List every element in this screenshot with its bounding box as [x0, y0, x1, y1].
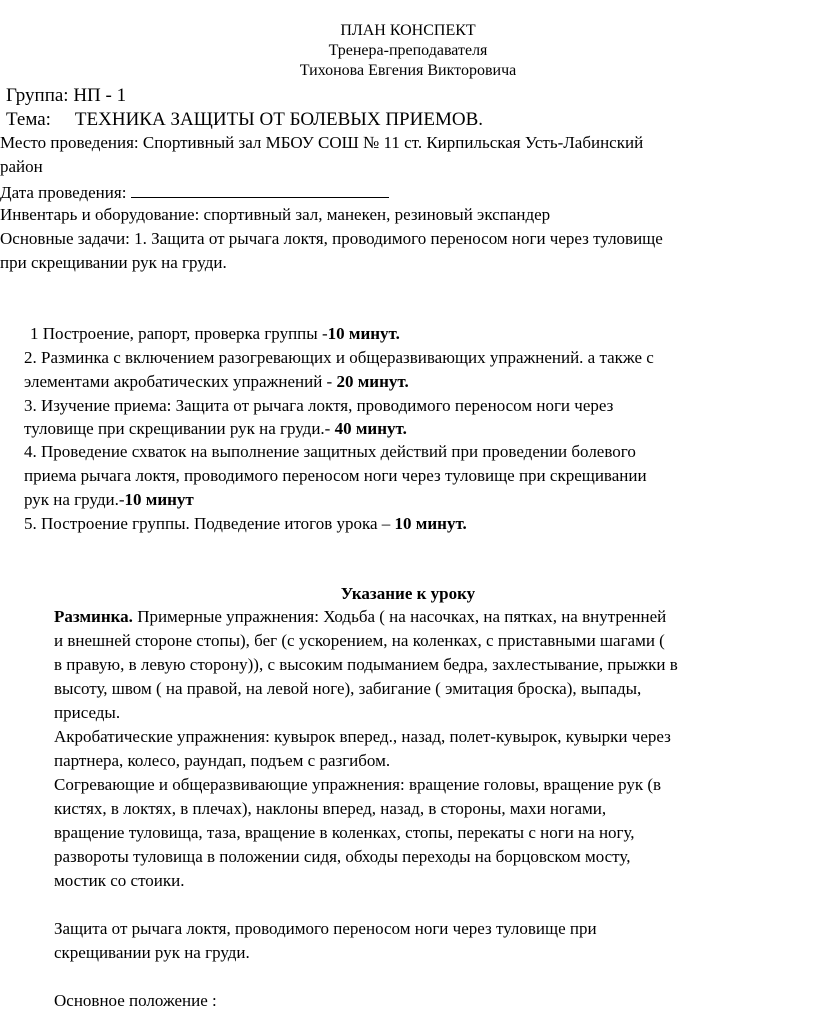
instructions-line-15: Основное положение : — [54, 991, 217, 1010]
plan-item-4-text: рук на груди.- — [24, 490, 125, 509]
plan-item-3-line-1: 3. Изучение приема: Защита от рычага локтя, проводимого переносом ноги через — [24, 396, 614, 415]
venue-line-1: Место проведения: Спортивный зал МБОУ СОШ № 11 ст. Кирпильская Усть-Лабинский — [0, 133, 644, 152]
tasks-line-2: при скрещивании рук на груди. — [0, 253, 227, 272]
plan-item-2-line-1: 2. Разминка с включением разогревающих и общеразвивающих упражнений. а также с — [24, 348, 654, 367]
instructions-line-10: вращение туловища, таза, вращение в коленках, стопы, перекаты с ноги на ногу, — [54, 823, 635, 842]
instructions-line-4: высоту, швом ( на правой, на левой ноге), забигание ( эмитация броска), выпады, — [54, 679, 642, 698]
plan-item-1-duration: 10 минут. — [327, 324, 400, 343]
warmup-text: Примерные упражнения: Ходьба ( на насочках, на пятках, на внутренней — [132, 607, 667, 626]
plan-item-1-text: 1 Построение, рапорт, проверка группы - — [30, 324, 328, 343]
plan-item-5-duration: 10 минут. — [394, 514, 467, 533]
tasks-line-1: Основные задачи: 1. Защита от рычага локтя, проводимого переносом ноги через туловище — [0, 229, 663, 248]
instructions-line-7: партнера, колесо, раундап, подъем с разгибом. — [54, 751, 391, 770]
author-name: Тихонова Евгения Викторовича — [299, 62, 517, 79]
plan-item-5 — [24, 512, 467, 536]
instructions-line-14: скрещивании рук на груди. — [54, 943, 250, 962]
plan-item-1 — [30, 322, 400, 346]
instructions-line-5: приседы. — [54, 703, 121, 722]
plan-item-4-line-1: 4. Проведение схваток на выполнение защитных действий при проведении болевого — [24, 442, 636, 461]
instructions-line-3: в правую, в левую сторону)), с высоким подыманием бедра, захлестывание, прыжки в — [54, 655, 678, 674]
plan-item-4-line-2: приема рычага локтя, проводимого переносом ноги через туловище при скрещивании — [24, 466, 647, 485]
topic-label: Тема: — [6, 109, 51, 130]
plan-item-3-duration: 40 минут. — [334, 419, 407, 438]
date-label: Дата проведения: — [0, 183, 127, 202]
instructions-line-8: Согревающие и общеразвивающие упражнения: вращение головы, вращение рук (в — [54, 775, 662, 794]
instructions-heading: Указание к уроку — [340, 584, 476, 603]
equipment-line: Инвентарь и оборудование: спортивный зал, манекен, резиновый экспандер — [0, 205, 551, 224]
plan-item-5-text: 5. Построение группы. Подведение итогов урока – — [24, 514, 395, 533]
document-title: ПЛАН КОНСПЕКТ — [340, 22, 476, 39]
instructions-line-13: Защита от рычага локтя, проводимого переносом ноги через туловище при — [54, 919, 597, 938]
instructions-line-11: развороты туловища в положении сидя, обходы переходы на борцовском мосту, — [54, 847, 631, 866]
group-line: Группа: НП - 1 — [6, 85, 127, 106]
date-blank — [131, 179, 389, 198]
instructions-line-12: мостик со стоики. — [54, 871, 185, 890]
plan-item-3-line-2 — [24, 417, 407, 441]
author-role: Тренера-преподавателя — [328, 42, 488, 59]
date-line — [0, 179, 389, 205]
warmup-label: Разминка. — [54, 607, 133, 626]
instructions-line-2: и внешней стороне стопы), бег (с ускорением, на коленках, с приставными шагами ( — [54, 631, 665, 650]
instructions-line-1 — [54, 605, 666, 629]
plan-item-2-text: элементами акробатических упражнений - — [24, 372, 337, 391]
plan-item-3-text: туловище при скрещивании рук на груди.- — [24, 419, 335, 438]
plan-item-4-duration: 10 минут — [124, 490, 194, 509]
plan-item-4-line-3 — [24, 488, 194, 512]
topic-line — [6, 108, 483, 132]
instructions-line-9: кистях, в локтях, в плечах), наклоны вперед, назад, в стороны, махи ногами, — [54, 799, 607, 818]
venue-line-2: район — [0, 157, 43, 176]
plan-item-2-line-2 — [24, 370, 409, 394]
instructions-line-6: Акробатические упражнения: кувырок вперед., назад, полет-кувырок, кувырки через — [54, 727, 671, 746]
topic-text: ТЕХНИКА ЗАЩИТЫ ОТ БОЛЕВЫХ ПРИЕМОВ. — [74, 109, 483, 130]
plan-item-2-duration: 20 минут. — [336, 372, 409, 391]
